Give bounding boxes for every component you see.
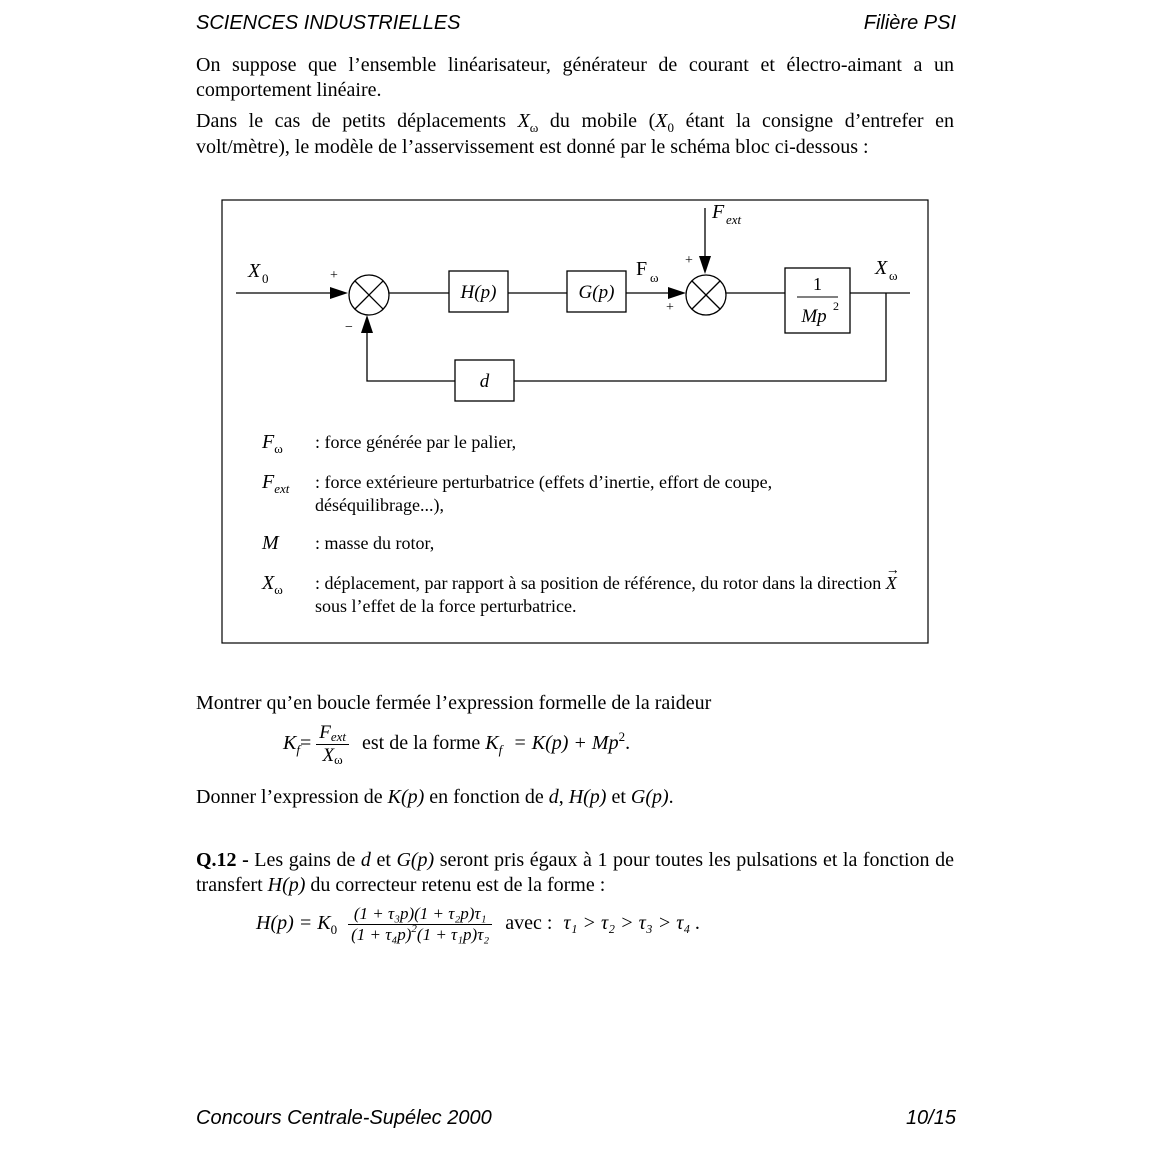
page-number: 10/15 [905, 1107, 956, 1129]
block-d-label: d [479, 371, 490, 392]
intro-paragraph-2: Dans le cas de petits déplacements $X_\omega$ du mobile ($X_0$ étant la consigne d’entrefer en volt/mètre), le modèle de l’asservissement est donné par le schéma bloc ci-dessous : [196, 110, 954, 158]
output-label-sub: ω [889, 268, 898, 283]
legend-symbol-xw: $X_\omega$ [262, 572, 283, 597]
legend-text-m: : masse du rotor, [315, 533, 435, 553]
force-label: F [636, 258, 648, 280]
question-show: Montrer qu’en boucle fermée l’expression formelle de la raideur [196, 692, 712, 714]
legend-symbol-fw: $F_\omega$ [262, 431, 283, 456]
sum1-minus: − [345, 320, 353, 335]
page-footer-left: Concours Centrale-Supélec 2000 [196, 1107, 492, 1129]
block-mass-den: Mp [801, 306, 827, 327]
legend-text-fw: : force générée par le palier, [315, 432, 517, 452]
block-mass-exp: 2 [833, 299, 839, 313]
block-g-label: G(p) [578, 282, 615, 303]
legend-text-fext: : force extérieure perturbatrice (effets d’inertie, effort de coupe, déséquilibrage...), [315, 472, 773, 515]
ext-force-label-sub: ext [726, 212, 742, 227]
vector-x: → X [885, 563, 900, 593]
input-label: X [248, 260, 261, 282]
summing-junction-1 [349, 275, 389, 315]
block-mass-num: 1 [813, 274, 822, 294]
equation-hp: $H(p) = K_0$ $\frac{\text{(1 + τ₃p)(1 + τ₂p)τ₁}}{(1 + \tau_4p)^2(1 + \tau_1p)\tau_2}$ avec : τ₁ > τ₂ > τ₃ > τ₄ . [256, 904, 701, 944]
block-h-label: H(p) [460, 282, 497, 303]
sum2-plus-top: + [685, 253, 693, 268]
force-label-sub: ω [650, 270, 659, 285]
ext-force-label: F [712, 201, 725, 223]
sum1-plus: + [330, 268, 338, 283]
legend-symbol-fext: $F_{ext}$ [262, 471, 290, 496]
question-give: Donner l’expression de K(p) en fonction de d, H(p) et G(p). [196, 786, 674, 808]
intro-paragraph-1: On suppose que l’ensemble linéarisateur, générateur de courant et électro-aimant a un comportement linéaire. [196, 54, 954, 101]
summing-junction-2 [686, 275, 726, 315]
sum2-plus-left: + [666, 300, 674, 315]
page-header-left: SCIENCES INDUSTRIELLES [196, 12, 461, 34]
legend-symbol-m: M [262, 532, 279, 554]
question-12: Q.12 - Les gains de d et G(p) seront pris égaux à 1 pour toutes les pulsations et la fonction de transfert H(p) du correcteur retenu est de la forme : [196, 849, 954, 896]
page-header-right: Filière PSI [863, 12, 956, 34]
legend-text-xw: : déplacement, par rapport à sa position de référence, du rotor dans la direction → X sous l’effet de la force perturbatrice. [315, 563, 900, 616]
output-label: X [875, 257, 888, 279]
equation-kf: $K_f=$ $\frac{\text{Fext}}{X\omega}$ est de la forme $K_f = K(p) + Mp^2$. [283, 722, 631, 767]
input-label-sub: 0 [262, 271, 269, 286]
